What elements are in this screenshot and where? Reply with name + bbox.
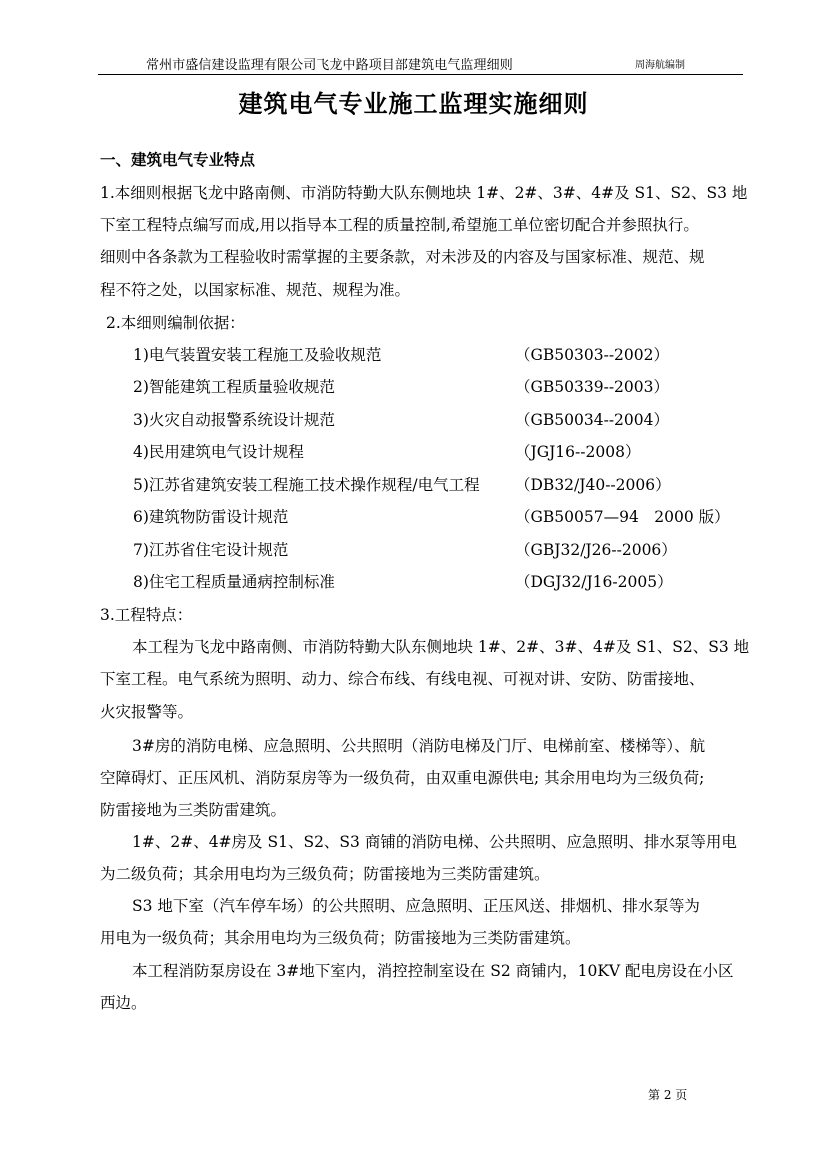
paragraph-line: 防雷接地为三类防雷建筑。 xyxy=(100,801,287,819)
paragraph-line: 下室工程特点编写而成,用以指导本工程的质量控制,希望施工单位密切配合并参照执行。 xyxy=(100,216,699,234)
paragraph-line: 程不符之处，以国家标准、规范、规程为准。 xyxy=(100,281,411,299)
paragraph-line: 本工程为飞龙中路南侧、市消防特勤大队东侧地块 1#、2#、3#、4#及 S1、S2、S3 地 xyxy=(132,638,750,656)
basis-item-code: （DGJ32/J16-2005） xyxy=(515,573,673,591)
document-title: 建筑电气专业施工监理实施细则 xyxy=(238,90,589,118)
paragraph-line: 本工程消防泵房设在 3#地下室内，消控控制室设在 S2 商铺内，10KV 配电房设在小区 xyxy=(132,962,734,980)
basis-item-code: （DB32/J40--2006） xyxy=(515,476,671,494)
paragraph-line: 下室工程。电气系统为照明、动力、综合布线、有线电视、可视对讲、安防、防雷接地、 xyxy=(100,670,705,688)
paragraph-line: 1#、2#、4#房及 S1、S2、S3 商铺的消防电梯、公共照明、应急照明、排水泵等用电 xyxy=(132,833,737,851)
basis-item-name: 2)智能建筑工程质量验收规范 xyxy=(133,378,335,396)
paragraph-line: 细则中各条款为工程验收时需掌握的主要条款，对未涉及的内容及与国家标准、规范、规 xyxy=(100,248,705,266)
paragraph-line: 3#房的消防电梯、应急照明、公共照明（消防电梯及门厅、电梯前室、楼梯等）、航 xyxy=(132,737,706,755)
paragraph-line: 西边。 xyxy=(100,994,147,1012)
basis-item-name: 7)江苏省住宅设计规范 xyxy=(133,541,289,559)
header-left-text: 常州市盛信建设监理有限公司飞龙中路项目部建筑电气监理细则 xyxy=(146,58,513,73)
basis-item-code: （GB50057—94 2000 版） xyxy=(515,508,730,526)
page-header xyxy=(98,50,743,75)
basis-item-name: 1)电气装置安装工程施工及验收规范 xyxy=(133,346,382,364)
basis-item-code: （GBJ32/J26--2006） xyxy=(515,541,677,559)
paragraph-line: 火灾报警等。 xyxy=(100,703,194,721)
basis-item-code: （GB50303--2002） xyxy=(515,346,670,364)
page-number: 第 2 页 xyxy=(648,1088,688,1102)
basis-item-name: 8)住宅工程质量通病控制标准 xyxy=(133,573,335,591)
section-heading: 一、建筑电气专业特点 xyxy=(100,151,256,169)
basis-item-name: 4)民用建筑电气设计规程 xyxy=(133,443,304,461)
subsection-heading: 2.本细则编制依据： xyxy=(106,314,245,332)
subsection-heading: 3.工程特点： xyxy=(100,606,193,624)
paragraph-line: 空障碍灯、正压风机、消防泵房等为一级负荷，由双重电源供电; 其余用电均为三级负荷; xyxy=(100,769,705,787)
basis-item-code: （GB50339--2003） xyxy=(515,378,670,396)
basis-item-name: 5)江苏省建筑安装工程施工技术操作规程/电气工程 xyxy=(133,476,480,494)
paragraph-line: 用电为一级负荷；其余用电均为三级负荷；防雷接地为三类防雷建筑。 xyxy=(100,929,581,947)
header-right-text: 周海航编制 xyxy=(635,60,685,71)
paragraph-line: S3 地下室（汽车停车场）的公共照明、应急照明、正压风送、排烟机、排水泵等为 xyxy=(132,897,700,915)
paragraph-line: 1.本细则根据飞龙中路南侧、市消防特勤大队东侧地块 1#、2#、3#、4#及 S1、S2、S3 地 xyxy=(100,184,748,202)
basis-item-code: （JGJ16--2008） xyxy=(515,443,641,461)
basis-item-name: 6)建筑物防雷设计规范 xyxy=(133,508,289,526)
paragraph-line: 为二级负荷；其余用电均为三级负荷；防雷接地为三类防雷建筑。 xyxy=(100,865,550,883)
basis-item-name: 3)火灾自动报警系统设计规范 xyxy=(133,411,335,429)
basis-item-code: （GB50034--2004） xyxy=(515,411,670,429)
